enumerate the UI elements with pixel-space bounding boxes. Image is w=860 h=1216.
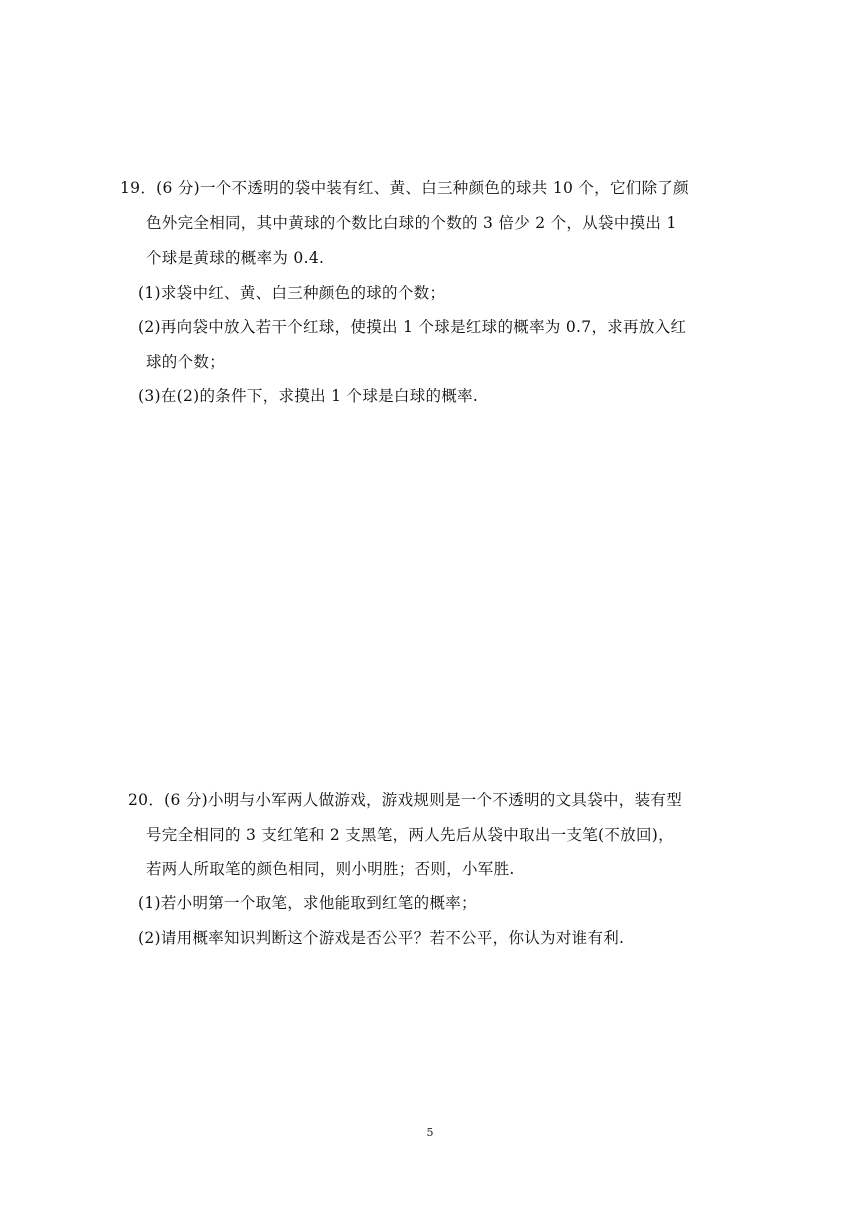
- problem-20-stem-line-3: 若两人所取笔的颜色相同，则小明胜；否则，小军胜.: [146, 860, 515, 878]
- problem-19-subquestion-1: (1)求袋中红、黄、白三种颜色的球的个数；: [138, 284, 446, 302]
- problem-19-subquestion-2-continued: 球的个数；: [146, 353, 226, 371]
- problem-19-stem-line-1: 19．(6 分)一个不透明的袋中装有红、黄、白三种颜色的球共 10 个，它们除了颜: [120, 179, 689, 197]
- problem-19-stem-line-2: 色外完全相同，其中黄球的个数比白球的个数的 3 倍少 2 个，从袋中摸出 1: [146, 214, 677, 232]
- problem-19-subquestion-3: (3)在(2)的条件下，求摸出 1 个球是白球的概率.: [138, 387, 479, 405]
- problem-20-subquestion-1: (1)若小明第一个取笔，求他能取到红笔的概率；: [138, 894, 477, 912]
- problem-20-subquestion-2: (2)请用概率知识判断这个游戏是否公平？若不公平，你认为对谁有利.: [138, 929, 625, 947]
- problem-19-stem-line-3: 个球是黄球的概率为 0.4.: [146, 249, 325, 267]
- problem-20-stem-line-1: 20．(6 分)小明与小军两人做游戏，游戏规则是一个不透明的文具袋中，装有型: [128, 791, 683, 809]
- problem-19-subquestion-2: (2)再向袋中放入若干个红球，使摸出 1 个球是红球的概率为 0.7，求再放入红: [138, 318, 687, 336]
- problem-20-stem-line-2: 号完全相同的 3 支红笔和 2 支黑笔，两人先后从袋中取出一支笔(不放回)，: [146, 826, 674, 844]
- page-number: 5: [426, 1126, 434, 1139]
